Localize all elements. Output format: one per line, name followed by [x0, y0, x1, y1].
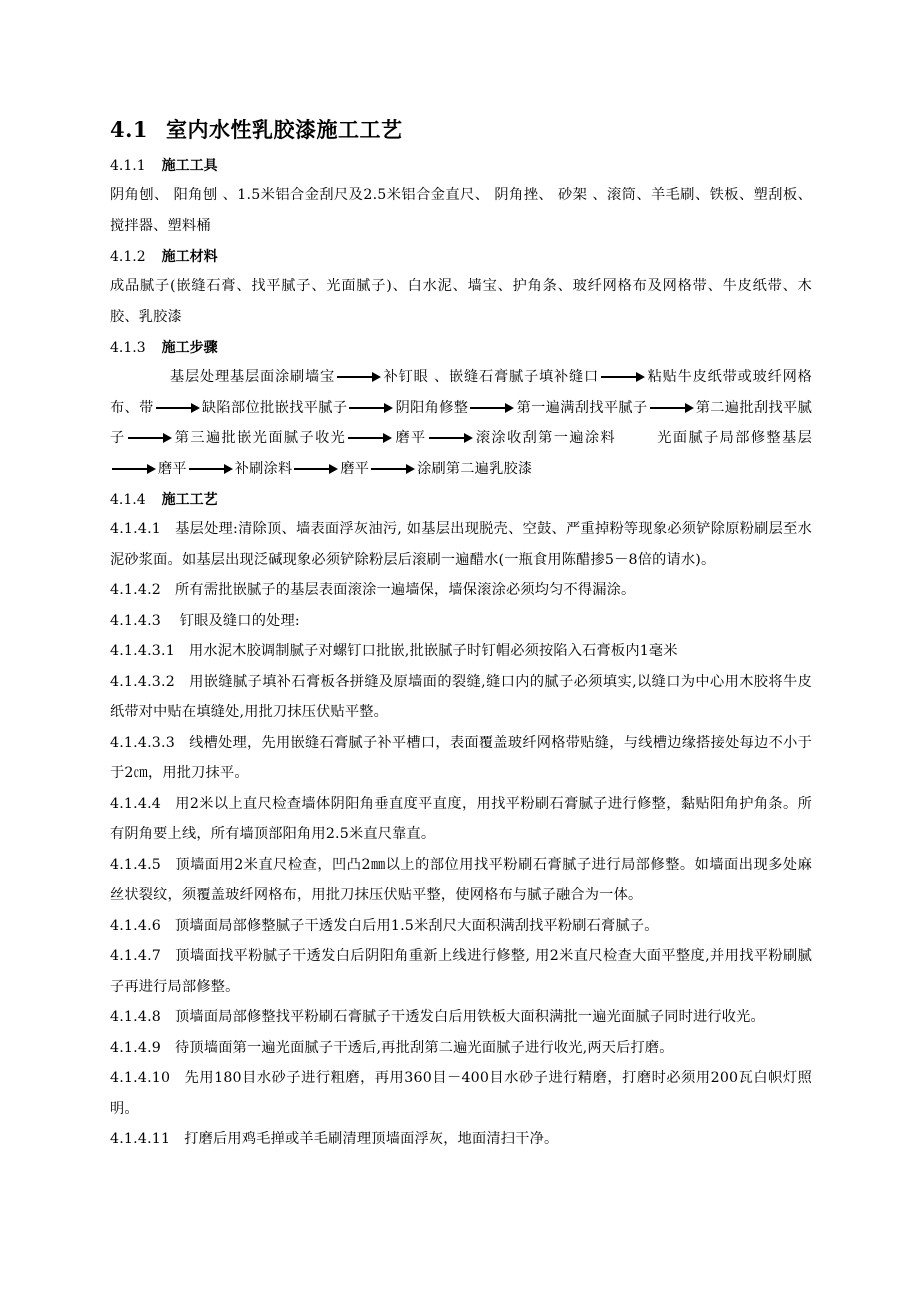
flow-step: 磨平: [394, 430, 427, 446]
process-item: [110, 514, 812, 575]
title-number: 4.1: [110, 117, 149, 142]
item-text: 待顶墙面第一遍光面腻子干透后,再批刮第二遍光面腻子进行收光,两天后打磨。: [175, 1039, 674, 1056]
flow-step: 补钉眼 、嵌缝石膏腻子填补缝口: [383, 369, 599, 385]
item-text: 顶墙面局部修整找平粉刷石膏腻子干透发白后用铁板大面积满批一遍光面腻子同时进行收光。: [175, 1009, 765, 1025]
tools-paragraph: 阴角刨、 阳角刨 、1.5米铝合金刮尺及2.5米铝合金直尺、 阴角挫、 砂架 、滚筒、羊毛刷、铁板、塑刮板、搅拌器、塑料桶: [110, 187, 812, 234]
arrow-right-icon: [371, 464, 415, 474]
flow-step: 滚涂收刮第一遍涂料: [474, 430, 617, 446]
section-heading-process: [110, 488, 812, 512]
process-item: [110, 1002, 812, 1033]
materials-paragraph: 成品腻子(嵌缝石膏、找平腻子、光面腻子)、白水泥、墙宝、护角条、玻纤网格布及网格带、牛皮纸带、木胶、乳胶漆: [110, 278, 812, 325]
arrow-right-icon: [348, 433, 392, 443]
arrow-right-icon: [429, 433, 473, 443]
flow-step: 涂刷第二遍乳胶漆: [417, 460, 533, 477]
item-number: 4.1.4.6: [110, 917, 162, 934]
item-number: 4.1.4.7: [110, 948, 162, 964]
flow-step: 第一遍满刮找平腻子: [516, 399, 648, 416]
item-text: 顶墙面用2米直尺检查，凹凸2㎜以上的部位用找平粉刷石膏腻子进行局部修整。如墙面出现多处麻丝状裂纹，须覆盖玻纤网格布，用批刀抹压伏贴平整，使网格布与腻子融合为一体。: [110, 856, 812, 903]
item-text: 先用180目水砂子进行粗磨，再用360目－400目水砂子进行精磨，打磨时必须用200瓦白帜灯照明。: [110, 1070, 812, 1117]
section-number: 4.1.1: [110, 158, 146, 174]
process-item: [110, 911, 812, 942]
arrow-right-icon: [601, 372, 645, 382]
flow-step: 粘贴牛皮纸带或玻纤网格布、带: [110, 369, 813, 416]
process-item: [110, 667, 812, 728]
section-heading-materials: [110, 245, 812, 269]
process-item: [110, 941, 812, 1002]
process-item: [110, 1033, 812, 1064]
flow-step: 阴阳角修整: [395, 399, 469, 416]
arrow-right-icon: [189, 464, 233, 474]
document-title: [110, 110, 812, 150]
item-number: 4.1.4.1: [110, 521, 162, 537]
arrow-right-icon: [470, 403, 514, 413]
item-number: 4.1.4.3.1: [110, 643, 175, 659]
item-number: 4.1.4.3.3: [110, 734, 175, 751]
arrow-right-icon: [650, 403, 694, 413]
section-title: 施工材料: [161, 249, 218, 265]
section-heading-tools: [110, 154, 812, 178]
document-page: [110, 110, 812, 1155]
section-title: 施工步骤: [161, 340, 218, 356]
arrow-right-icon: [349, 403, 393, 413]
process-item: [110, 1063, 812, 1124]
item-number: 4.1.4.3: [110, 612, 162, 629]
item-number: 4.1.4.2: [110, 582, 162, 598]
item-number: 4.1.4.9: [110, 1039, 162, 1056]
flow-step: 磨平: [158, 460, 187, 477]
section-number: 4.1.4: [110, 492, 146, 508]
process-item: [110, 1124, 812, 1155]
item-text: 钉眼及缝口的处理:: [175, 612, 300, 629]
arrow-right-icon: [128, 433, 172, 443]
arrow-right-icon: [337, 372, 381, 382]
process-item: [110, 789, 812, 850]
title-text: 室内水性乳胶漆施工工艺: [166, 117, 403, 142]
item-text: 顶墙面局部修整腻子干透发白后用1.5米刮尺大面积满刮找平粉刷石膏腻子。: [175, 917, 659, 934]
flow-step: 磨平: [340, 460, 370, 477]
item-number: 4.1.4.11: [110, 1131, 171, 1147]
arrow-right-icon: [294, 464, 338, 474]
item-text: 用水泥木胶调制腻子对螺钉口批嵌,批嵌腻子时钉帽必须按陷入石膏板内1毫米: [188, 643, 678, 659]
item-text: 所有需批嵌腻子的基层表面滚涂一遍墙保，墙保滚涂必须均匀不得漏涂。: [175, 582, 636, 598]
item-text: 用嵌缝腻子填补石膏板各拼缝及原墙面的裂缝,缝口内的腻子必须填实,以缝口为中心用木胶将牛皮纸带对中贴在填缝处,用批刀抹压伏贴平整。: [110, 673, 812, 720]
arrow-right-icon: [156, 403, 200, 413]
section-number: 4.1.3: [110, 340, 146, 356]
item-number: 4.1.4.3.2: [110, 673, 175, 690]
flow-step: 第二遍批刮找平腻子: [110, 399, 812, 446]
process-item: [110, 636, 812, 667]
item-number: 4.1.4.10: [110, 1070, 171, 1086]
item-text: 线槽处理，先用嵌缝石膏腻子补平槽口，表面覆盖玻纤网格带贴缝，与线槽边缘搭接处每边不小于于2㎝，用批刀抹平。: [110, 734, 812, 781]
flow-step: 光面腻子局部修整基层: [656, 430, 812, 446]
section-number: 4.1.2: [110, 249, 146, 265]
item-number: 4.1.4.4: [110, 795, 162, 812]
section-heading-steps: [110, 336, 812, 360]
section-title: 施工工艺: [161, 492, 218, 508]
item-number: 4.1.4.5: [110, 856, 162, 873]
process-item: [110, 575, 812, 606]
flow-step: 缺陷部位批嵌找平腻子: [201, 399, 348, 416]
section-title: 施工工具: [161, 158, 218, 174]
item-text: 用2米以上直尺检查墙体阴阳角垂直度平直度，用找平粉刷石膏腻子进行修整，黏贴阳角护角条。所有阴角要上线，所有墙顶部阳角用2.5米直尺靠直。: [110, 795, 812, 842]
arrow-right-icon: [112, 464, 156, 474]
flow-step: 基层处理基层面涂刷墙宝: [170, 369, 336, 385]
flow-step: 补刷涂料: [234, 460, 293, 477]
item-number: 4.1.4.8: [110, 1009, 162, 1025]
flow-step: 第三遍批嵌光面腻子收光: [173, 430, 347, 446]
item-text: 基层处理:清除顶、墙表面浮灰油污, 如基层出现脱壳、空鼓、严重掉粉等现象必须铲除原粉刷层至水泥砂浆面。如基层出现泛碱现象必须铲除粉层后滚刷一遍醋水(一瓶食用陈醋掺5－8倍的请水)。: [110, 521, 812, 568]
process-item: [110, 850, 812, 911]
process-item: [110, 606, 812, 637]
steps-flow: [110, 362, 812, 484]
item-text: 顶墙面找平粉腻子干透发白后阴阳角重新上线进行修整, 用2米直尺检查大面平整度,并用找平粉刷腻子再进行局部修整。: [110, 948, 812, 995]
item-text: 打磨后用鸡毛掸或羊毛刷清理顶墙面浮灰，地面清扫干净。: [184, 1131, 559, 1147]
process-item: [110, 728, 812, 789]
